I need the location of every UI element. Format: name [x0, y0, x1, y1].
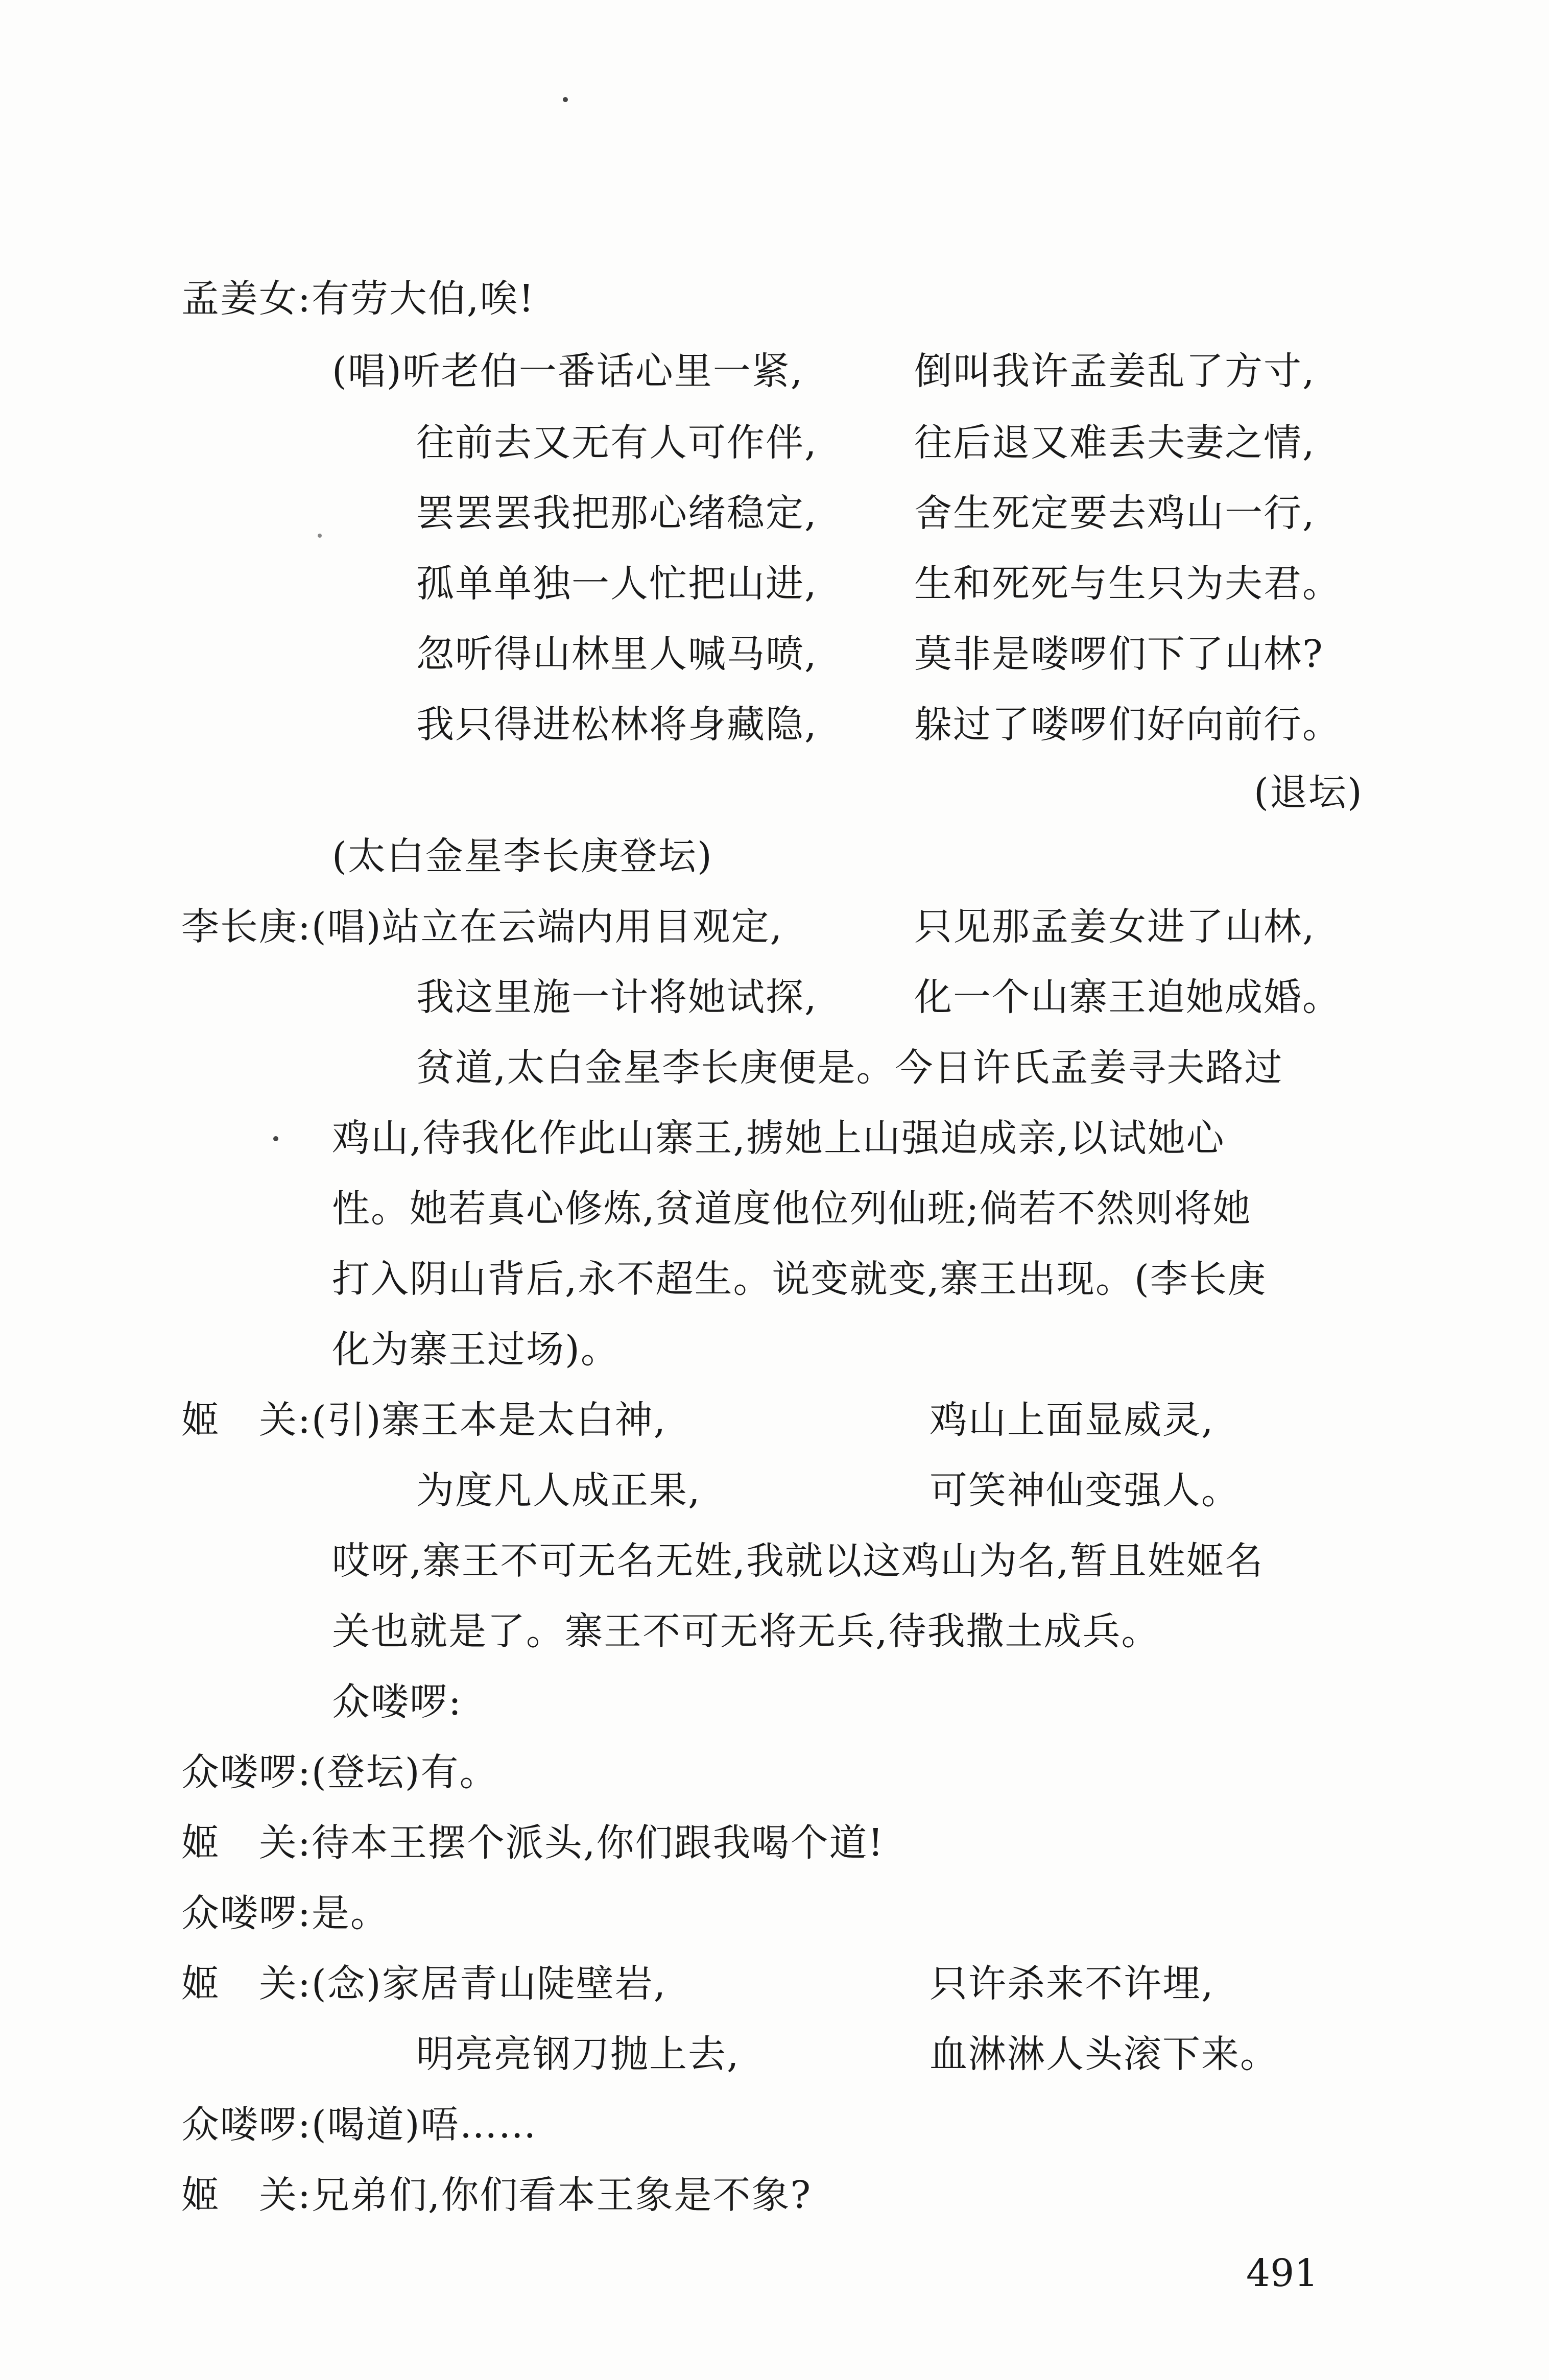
verse-left: 忽听得山林里人喊马喷, [416, 632, 818, 676]
verse-right: 往后退又难丢夫妻之情, [914, 421, 1316, 465]
prose-line: 哎呀,寨王不可无名无姓,我就以这鸡山为名,暂且姓姬名 [332, 1539, 1264, 1583]
text-line: 姬 关:兄弟们,你们看本王象是不象? [181, 2173, 812, 2217]
verse-right: 血淋淋人头滚下来。 [930, 2032, 1279, 2076]
verse-left: (唱)听老伯一番话心里一紧, [332, 349, 804, 393]
verse-right: 化一个山寨王迫她成婚。 [914, 975, 1341, 1019]
verse-left: 为度凡人成正果, [416, 1469, 701, 1512]
verse-left: 姬 关:(念)家居青山陡壁岩, [181, 1962, 667, 2006]
verse-right: 鸡山上面显威灵, [930, 1398, 1214, 1442]
verse-left: 孤单单独一人忙把山进, [416, 562, 818, 606]
verse-right: 只见那孟姜女进了山林, [914, 905, 1316, 949]
text-line: 孟姜女:有劳大伯,唉! [181, 277, 535, 321]
prose-line: 关也就是了。寨王不可无将无兵,待我撒土成兵。 [332, 1609, 1160, 1653]
text-line: 众喽啰: [332, 1680, 462, 1724]
text-line: 众喽啰:(喝道)唔…… [181, 2103, 537, 2147]
stage-direction: (太白金星李长庚登坛) [332, 834, 713, 878]
text-line: 众喽啰:(登坛)有。 [181, 1750, 498, 1794]
scan-speck [318, 534, 322, 538]
verse-left: 李长庚:(唱)站立在云端内用目观定, [181, 905, 783, 949]
verse-left: 姬 关:(引)寨王本是太白神, [181, 1398, 667, 1442]
scan-speck [563, 97, 568, 102]
verse-right: 舍生死定要去鸡山一行, [914, 491, 1316, 535]
verse-left: 往前去又无有人可作伴, [416, 421, 818, 465]
text-line: 众喽啰:是。 [181, 1891, 389, 1935]
verse-right: 只许杀来不许埋, [930, 1962, 1214, 2006]
verse-left: 明亮亮钢刀抛上去, [416, 2032, 740, 2076]
stage-direction: (退坛) [1254, 771, 1363, 814]
verse-left: 罢罢罢我把那心绪稳定, [416, 491, 818, 535]
prose-line: 贫道,太白金星李长庚便是。今日许氏孟姜寻夫路过 [416, 1046, 1283, 1090]
verse-right: 生和死死与生只为夫君。 [914, 562, 1341, 606]
prose-line: 性。她若真心修炼,贫道度他位列仙班;倘若不然则将她 [332, 1187, 1252, 1231]
verse-right: 倒叫我许孟姜乱了方寸, [914, 349, 1316, 393]
verse-right: 莫非是喽啰们下了山林? [914, 632, 1324, 676]
prose-line: 鸡山,待我化作此山寨王,掳她上山强迫成亲,以试她心 [332, 1116, 1225, 1160]
text-line: 姬 关:待本王摆个派头,你们跟我喝个道! [181, 1821, 885, 1865]
verse-left: 我只得进松林将身藏隐, [416, 703, 818, 747]
verse-right: 躲过了喽啰们好向前行。 [914, 703, 1341, 747]
prose-line: 打入阴山背后,永不超生。说变就变,寨王出现。(李长庚 [332, 1257, 1267, 1301]
verse-left: 我这里施一计将她试探, [416, 975, 818, 1019]
verse-right: 可笑神仙变强人。 [930, 1469, 1240, 1512]
page-number: 491 [1246, 2251, 1319, 2295]
prose-line: 化为寨王过场)。 [332, 1328, 619, 1372]
scan-speck [273, 1136, 278, 1141]
